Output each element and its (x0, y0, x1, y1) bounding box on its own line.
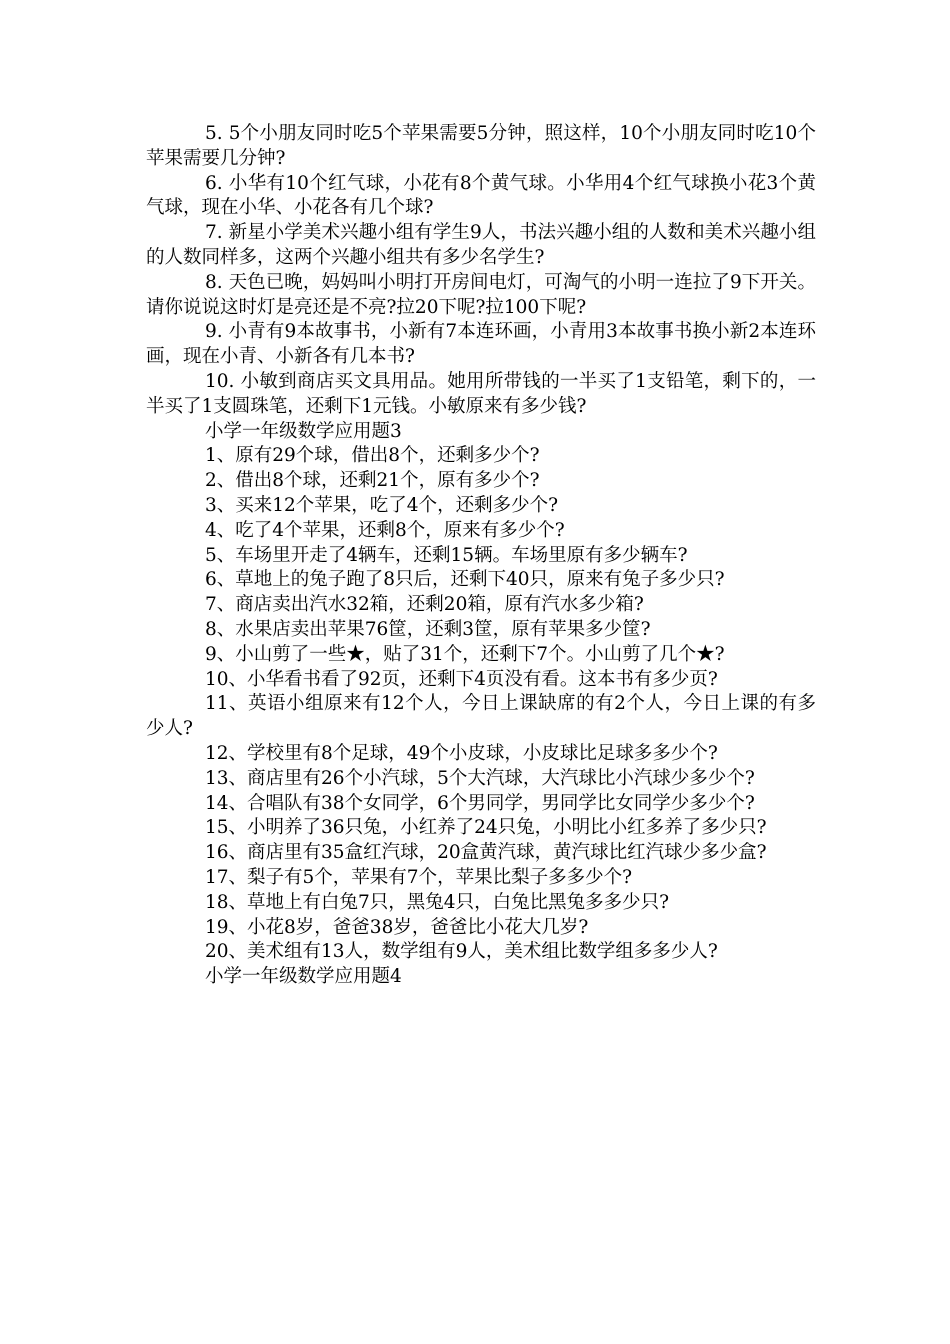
question-7: 7. 新星小学美术兴趣小组有学生9人，书法兴趣小组的人数和美术兴趣小组的人数同样多，这两个兴趣小组共有多少名学生? (146, 222, 816, 268)
s3-question-17: 17、梨子有5个，苹果有7个，苹果比梨子多多少个? (205, 866, 633, 888)
document-page (146, 122, 816, 990)
s3-question-1: 1、原有29个球，借出8个，还剩多少个? (205, 445, 540, 467)
question-8: 8. 天色已晚，妈妈叫小明打开房间电灯，可淘气的小明一连拉了9下开关。请你说说这时灯是亮还是不亮?拉20下呢?拉100下呢? (146, 271, 816, 318)
s3-question-16: 16、商店里有35盒红汽球，20盒黄汽球，黄汽球比红汽球少多少盒? (205, 842, 767, 864)
section-heading-3: 小学一年级数学应用题3 (205, 420, 402, 442)
s3-question-9: 9、小山剪了一些★，贴了31个，还剩下7个。小山剪了几个★? (205, 643, 725, 665)
s3-question-18: 18、草地上有白兔7只，黑兔4只，白兔比黑兔多多少只? (205, 891, 670, 913)
question-10: 10. 小敏到商店买文具用品。她用所带钱的一半买了1支铅笔，剩下的，一半买了1支圆珠笔，还剩下1元钱。小敏原来有多少钱? (146, 370, 816, 417)
section-heading-4: 小学一年级数学应用题4 (205, 966, 402, 988)
s3-question-12: 12、学校里有8个足球，49个小皮球，小皮球比足球多多少个? (205, 742, 718, 764)
s3-question-7: 7、商店卖出汽水32箱，还剩20箱，原有汽水多少箱? (205, 594, 644, 616)
s3-question-11: 11、英语小组原来有12个人，今日上课缺席的有2个人，今日上课的有多少人? (146, 693, 816, 740)
s3-question-5: 5、车场里开走了4辆车，还剩15辆。车场里原有多少辆车? (205, 544, 688, 566)
question-5: 5. 5个小朋友同时吃5个苹果需要5分钟，照这样，10个小朋友同时吃10个苹果需要几分钟? (146, 123, 816, 169)
question-9: 9. 小青有9本故事书，小新有7本连环画，小青用3本故事书换小新2本连环画，现在小青、小新各有几本书? (146, 321, 816, 368)
s3-question-10: 10、小华看书看了92页，还剩下4页没有看。这本书有多少页? (205, 668, 718, 690)
question-6: 6. 小华有10个红气球，小花有8个黄气球。小华用4个红气球换小花3个黄气球，现在小华、小花各有几个球? (146, 172, 816, 219)
s3-question-8: 8、水果店卖出苹果76筐，还剩3筐，原有苹果多少筐? (205, 618, 651, 640)
s3-question-2: 2、借出8个球，还剩21个，原有多少个? (205, 470, 540, 492)
s3-question-3: 3、买来12个苹果，吃了4个，还剩多少个? (205, 494, 559, 516)
s3-question-4: 4、吃了4个苹果，还剩8个，原来有多少个? (205, 519, 565, 541)
s3-question-6: 6、草地上的兔子跑了8只后，还剩下40只，原来有兔子多少只? (205, 569, 725, 591)
s3-question-15: 15、小明养了36只兔，小红养了24只兔，小明比小红多养了多少只? (205, 817, 767, 839)
s3-question-20: 20、美术组有13人，数学组有9人，美术组比数学组多多少人? (205, 941, 718, 963)
s3-question-19: 19、小花8岁，爸爸38岁，爸爸比小花大几岁? (205, 916, 589, 938)
s3-question-13: 13、商店里有26个小汽球，5个大汽球，大汽球比小汽球少多少个? (205, 767, 755, 789)
s3-question-14: 14、合唱队有38个女同学，6个男同学，男同学比女同学少多少个? (205, 792, 755, 814)
